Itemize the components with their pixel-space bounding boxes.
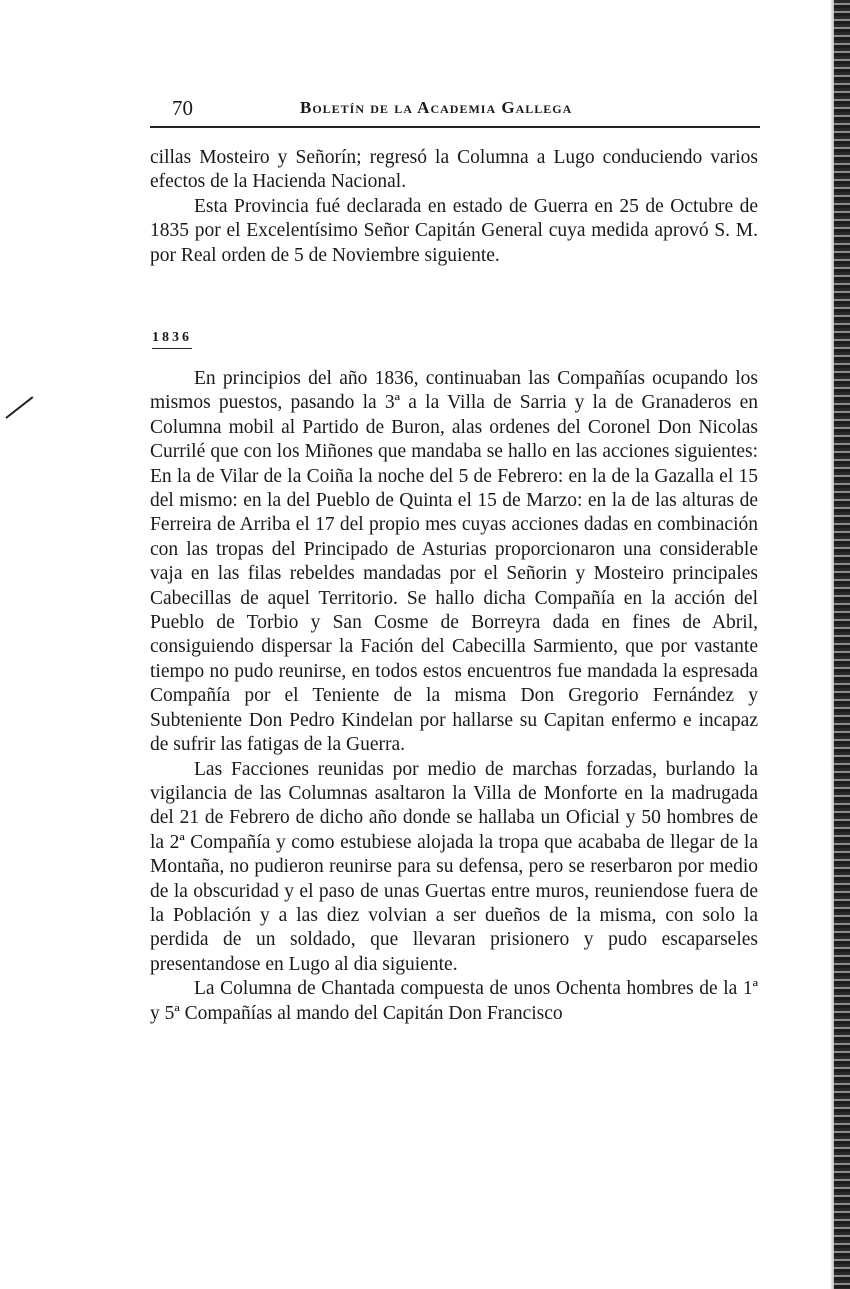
page-header [150, 96, 760, 128]
main-text-block [150, 367, 758, 1026]
paragraph: En principios del año 1836, continuaban las Compañías ocupando los mismos puestos, pasando la 3ª a la Villa de Sarria y la de Granaderos en Columna mobil al Partido de Buron, alas ordenes del Coronel Don Nicolas Currilé que con los Miñones que mandaba se hallo en las acciones siguientes: En la de Vilar de la Coiña la noche del 5 de Febrero: en la de la Gazalla el 15 del mismo: en la del Pueblo de Quinta el 15 de Marzo: en la de las alturas de Ferreira de Arriba el 17 del propio mes cuyas acciones dadas en combinación con las tropas del Principado de Asturias proporcionaron una considerable vaja en las filas rebeldes mandadas por el Señorin y Mosteiro principales Cabecillas de aquel Territorio. Se hallo dicha Compañía en la acción del Pueblo de Torbio y San Cosme de Borreyra dada en fines de Abril, consiguiendo dispersar la Fación del Cabecilla Sarmiento, que por vastante tiempo no pudo reunirse, en todos estos encuentros fue mandada la espresada Compañía por el Teniente de la misma Don Gregorio Fernández y Subteniente Don Pedro Kindelan por hallarse su Capitan enfermo e incapaz de sufrir las fatigas de la Guerra. [150, 368, 758, 756]
margin-pencil-mark [5, 396, 33, 419]
top-text-block [150, 146, 758, 268]
section-year-heading: 1836 [152, 330, 192, 349]
running-title: Boletín de la Academia Gallega [300, 98, 573, 117]
book-edge-strip [834, 0, 850, 1289]
paragraph: La Columna de Chantada compuesta de unos Ochenta hombres de la 1ª y 5ª Compañías al mando del Capitán Don Francisco [150, 978, 758, 1024]
paragraph: Esta Provincia fué declarada en estado de Guerra en 25 de Octubre de 1835 por el Excelentísimo Señor Capitán General cuya medida aprovó S. M. por Real orden de 5 de Noviembre siguiente. [150, 195, 758, 266]
paragraph: Las Facciones reunidas por medio de marchas forzadas, burlando la vigilancia de las Columnas asaltaron la Villa de Monforte en la madrugada del 21 de Febrero de dicho año donde se hallaba un Oficial y 50 hombres de la 2ª Compañía y como estubiese alojada la tropa que acababa de llegar de la Montaña, no pudieron reunirse para su defensa, pero se reserbaron por medio de la obscuridad y el paso de unas Guertas entre muros, reuniendose fuera de la Población y a las diez volvian a ser dueños de la misma, con solo la perdida de un soldado, que llevaran prisionero y pudo escaparseles presentandose en Lugo al dia siguiente. [150, 758, 758, 975]
page-number: 70 [172, 96, 193, 120]
paragraph: cillas Mosteiro y Señorín; regresó la Columna a Lugo conduciendo varios efectos de la Hacienda Nacional. [150, 147, 758, 193]
